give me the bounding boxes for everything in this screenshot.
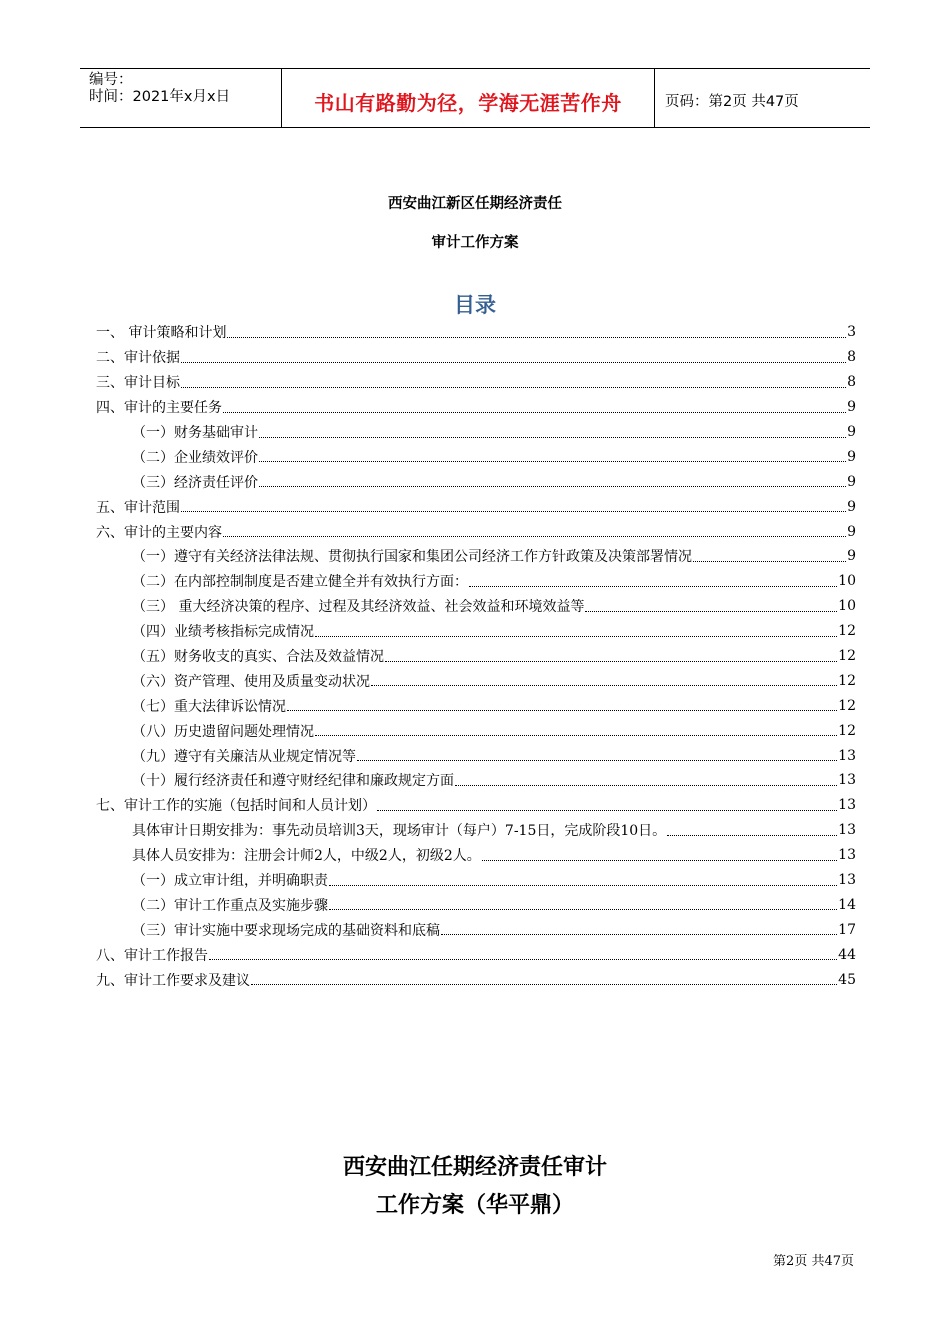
toc-entry-title: （一）财务基础审计 xyxy=(132,425,258,441)
toc-entry[interactable] xyxy=(96,917,856,942)
toc-entry-page: 17 xyxy=(838,921,856,938)
toc-entry-title: 三、审计目标 xyxy=(96,375,180,392)
toc-leader-dots xyxy=(223,522,846,537)
toc-entry-title: （十）履行经济责任和遵守财经纪律和廉政规定方面 xyxy=(132,773,454,790)
document-number-label: 编号： xyxy=(89,72,133,88)
toc-entry-title: （三）经济责任评价 xyxy=(132,474,258,491)
toc-entry-title: 具体审计日期安排为：事先动员培训3天，现场审计（每户）7-15日，完成阶段10日。 xyxy=(132,823,667,840)
toc-entry[interactable] xyxy=(96,519,856,544)
toc-entry-title: 二、审计依据 xyxy=(96,350,180,367)
toc-entry-title: 具体人员安排为：注册会计师2人，中级2人，初级2人。 xyxy=(132,848,481,865)
toc-entry-page: 13 xyxy=(838,847,856,864)
toc-leader-dots xyxy=(181,373,846,388)
toc-entry[interactable] xyxy=(96,569,856,594)
toc-entry[interactable] xyxy=(96,469,856,494)
toc-entry-page: 3 xyxy=(847,324,856,341)
toc-entry-page: 12 xyxy=(838,722,856,739)
toc-entry-page: 10 xyxy=(838,598,856,615)
toc-leader-dots xyxy=(357,746,837,761)
toc-leader-dots xyxy=(259,472,846,487)
toc-entry-title: （三）审计实施中要求现场完成的基础资料和底稿 xyxy=(132,922,440,939)
toc-entry-title: （四）业绩考核指标完成情况 xyxy=(132,624,314,641)
toc-entry-title: 九、审计工作要求及建议 xyxy=(96,972,250,989)
toc-leader-dots xyxy=(315,622,837,637)
toc-entry-title: 四、审计的主要任务 xyxy=(96,400,222,417)
toc-leader-dots xyxy=(377,796,837,811)
toc-entry-title: （一）成立审计组，并明确职责 xyxy=(132,873,328,890)
toc-leader-dots xyxy=(181,348,846,363)
toc-entry-page: 12 xyxy=(838,623,856,640)
toc-leader-dots xyxy=(315,721,837,736)
toc-leader-dots xyxy=(329,871,837,886)
toc-entry-page: 8 xyxy=(847,349,856,366)
toc-entry-title: （二）企业绩效评价 xyxy=(132,449,258,466)
toc-entry-title: （三） 重大经济决策的程序、过程及其经济效益、社会效益和环境效益等 xyxy=(132,599,585,616)
toc-entry-title: （九）遵守有关廉洁从业规定情况等 xyxy=(132,748,356,765)
toc-entry-page: 9 xyxy=(847,424,856,440)
toc-entry[interactable] xyxy=(96,743,856,768)
toc-entry-page: 10 xyxy=(838,573,856,590)
toc-entry-title: （六）资产管理、使用及质量变动状况 xyxy=(132,673,370,690)
toc-leader-dots xyxy=(181,497,846,512)
section-title-line1: 西安曲江任期经济责任审计 xyxy=(342,1154,607,1180)
toc-entry-page: 13 xyxy=(838,747,856,764)
toc-entry-title: （一）遵守有关经济法律法规、贯彻执行国家和集团公司经济工作方针政策及决策部署情况 xyxy=(132,549,692,566)
toc-leader-dots xyxy=(585,597,837,612)
toc-leader-dots xyxy=(455,771,837,786)
toc-entry[interactable] xyxy=(96,345,856,370)
toc-entry-page: 13 xyxy=(838,772,856,789)
toc-leader-dots xyxy=(287,696,837,711)
toc-leader-dots xyxy=(469,572,837,587)
document-header xyxy=(80,68,870,128)
toc-entry[interactable] xyxy=(96,718,856,743)
toc-entry[interactable] xyxy=(96,644,856,669)
toc-leader-dots xyxy=(259,423,846,438)
toc-leader-dots xyxy=(223,398,846,413)
toc-entry[interactable] xyxy=(96,818,856,843)
footer-page-number: 第2页 共47页 xyxy=(773,1254,854,1269)
toc-entry[interactable] xyxy=(96,868,856,893)
toc-entry[interactable] xyxy=(96,942,856,967)
toc-leader-dots xyxy=(482,846,837,861)
toc-entry-page: 44 xyxy=(838,946,856,963)
table-of-contents xyxy=(96,320,856,992)
toc-entry-page: 9 xyxy=(847,523,856,540)
toc-leader-dots xyxy=(259,447,846,462)
toc-entry-page: 13 xyxy=(838,797,856,814)
document-title-line2: 审计工作方案 xyxy=(431,235,519,251)
toc-entry-title: （八）历史遗留问题处理情况 xyxy=(132,723,314,740)
header-motto-cell xyxy=(282,69,655,127)
toc-entry-page: 12 xyxy=(838,648,856,665)
toc-entry[interactable] xyxy=(96,594,856,619)
toc-entry[interactable] xyxy=(96,768,856,793)
toc-entry[interactable] xyxy=(96,544,856,569)
toc-entry[interactable] xyxy=(96,370,856,395)
toc-entry[interactable] xyxy=(96,693,856,718)
toc-leader-dots xyxy=(251,970,837,985)
toc-leader-dots xyxy=(693,547,846,562)
toc-entry-title: （二）在内部控制制度是否建立健全并有效执行方面： xyxy=(132,574,468,591)
toc-entry[interactable] xyxy=(96,420,856,445)
toc-entry-page: 9 xyxy=(847,473,856,490)
toc-entry[interactable] xyxy=(96,395,856,420)
toc-entry[interactable] xyxy=(96,619,856,644)
document-title-line1: 西安曲江新区任期经济责任 xyxy=(388,196,562,212)
toc-leader-dots xyxy=(371,671,837,686)
header-meta-cell xyxy=(80,69,282,127)
toc-entry-page: 9 xyxy=(847,498,856,515)
toc-entry-page: 9 xyxy=(847,548,856,565)
toc-entry-page: 13 xyxy=(838,872,856,889)
toc-entry-page: 9 xyxy=(847,448,856,465)
toc-entry-title: 一、 审计策略和计划 xyxy=(96,325,227,342)
toc-entry-page: 9 xyxy=(847,399,856,416)
toc-entry-title: 六、审计的主要内容 xyxy=(96,524,222,541)
toc-entry[interactable] xyxy=(96,843,856,868)
toc-entry[interactable] xyxy=(96,444,856,469)
header-motto: 书山有路勤为径，学海无涯苦作舟 xyxy=(314,91,622,115)
toc-entry-title: 七、审计工作的实施（包括时间和人员计划） xyxy=(96,798,376,815)
toc-entry[interactable] xyxy=(96,668,856,693)
toc-leader-dots xyxy=(385,647,837,662)
toc-entry[interactable] xyxy=(96,494,856,519)
toc-entry[interactable] xyxy=(96,793,856,818)
toc-entry-title: （二）审计工作重点及实施步骤 xyxy=(132,897,328,914)
toc-heading: 目录 xyxy=(454,293,496,317)
toc-entry-page: 8 xyxy=(847,374,856,391)
toc-leader-dots xyxy=(329,895,837,910)
document-date-label: 时间：2021年x月x日 xyxy=(89,89,231,105)
toc-entry[interactable] xyxy=(96,892,856,917)
toc-entry-page: 45 xyxy=(838,971,856,988)
toc-entry-title: 八、审计工作报告 xyxy=(96,947,208,964)
toc-leader-dots xyxy=(227,323,846,338)
toc-entry-title: （五）财务收支的真实、合法及效益情况 xyxy=(132,649,384,666)
toc-entry-title: 五、审计范围 xyxy=(96,499,180,516)
toc-entry[interactable] xyxy=(96,967,856,992)
toc-entry-title: （七）重大法律诉讼情况 xyxy=(132,698,286,715)
toc-entry-page: 13 xyxy=(838,822,856,839)
header-page-cell xyxy=(655,69,870,127)
toc-leader-dots xyxy=(441,920,837,935)
toc-entry-page: 12 xyxy=(838,672,856,689)
section-title-line2: 工作方案（华平鼎） xyxy=(375,1192,574,1218)
toc-entry-page: 14 xyxy=(838,896,856,913)
toc-leader-dots xyxy=(209,945,837,960)
toc-entry-page: 12 xyxy=(838,697,856,714)
header-page-number: 页码：第2页 共47页 xyxy=(665,94,799,110)
toc-leader-dots xyxy=(667,821,837,836)
toc-entry[interactable] xyxy=(96,320,856,345)
